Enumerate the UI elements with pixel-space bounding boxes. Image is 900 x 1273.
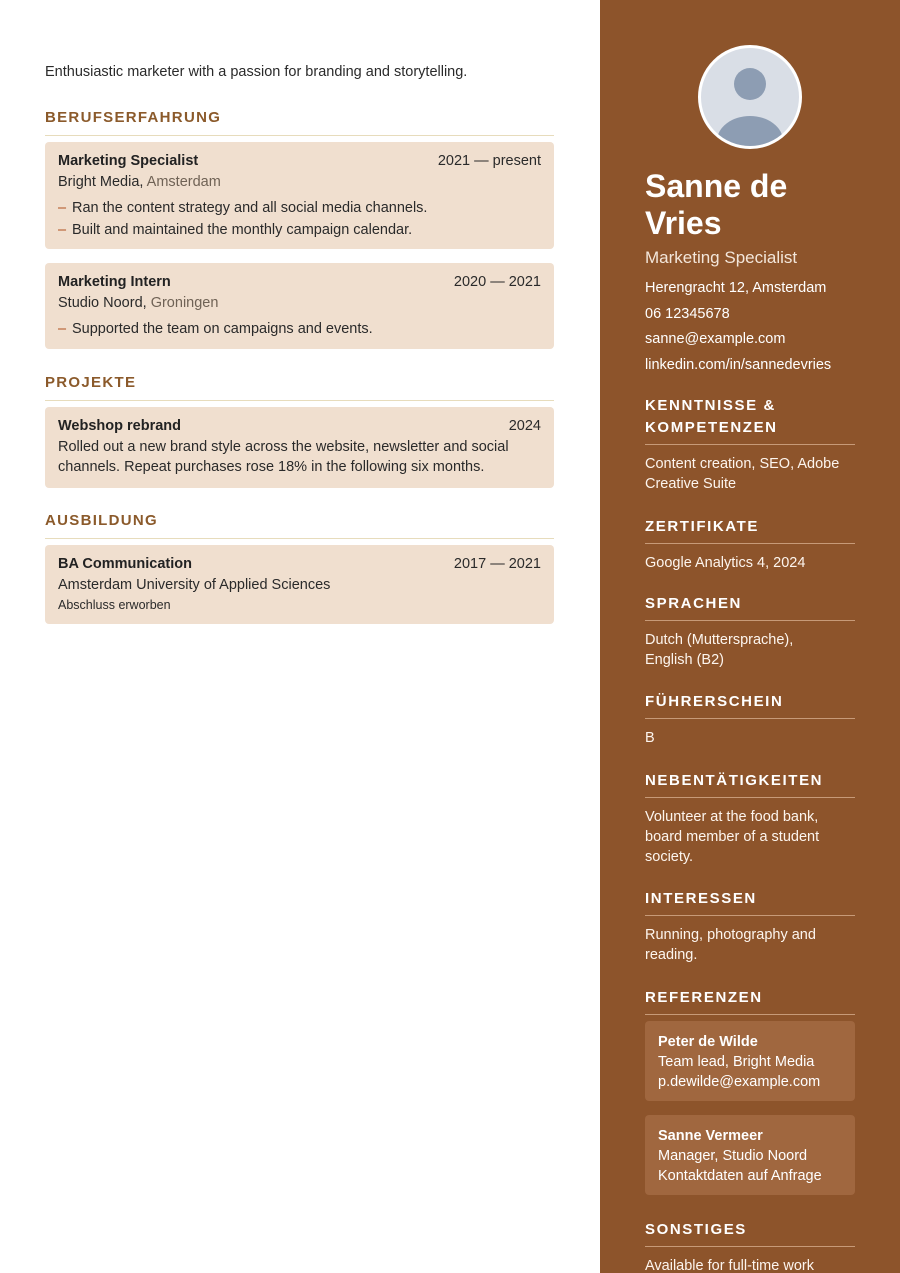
references-section-title: REFERENZEN <box>645 989 763 1006</box>
contact-linkedin[interactable]: linkedin.com/in/sannedevries <box>645 356 832 373</box>
job-bullets <box>58 318 541 340</box>
certificates-section-title: ZERTIFIKATE <box>645 518 759 535</box>
project-description <box>58 437 541 477</box>
license-section-title: FÜHRERSCHEIN <box>645 693 784 710</box>
interests-line: Running, photography and <box>645 927 816 943</box>
project-entry <box>45 407 554 488</box>
experience-section-title: BERUFSERFAHRUNG <box>45 109 222 126</box>
projects-section-title: PROJEKTE <box>45 374 137 391</box>
reference-name: Peter de Wilde <box>658 1034 758 1050</box>
license-text: B <box>645 730 655 746</box>
interests-section <box>645 888 855 965</box>
reference-role: Team lead, Bright Media <box>658 1054 815 1070</box>
job-bullet: – Built and maintained the monthly campaign calendar. <box>58 219 541 241</box>
side-activities-line: society. <box>645 849 694 865</box>
reference-contact: Kontaktdaten auf Anfrage <box>658 1168 822 1184</box>
person-name-line: Vries <box>645 205 722 241</box>
job-organization: Bright Media, Amsterdam <box>58 174 221 190</box>
person-job-title: Marketing Specialist <box>645 248 798 267</box>
job-dates: 2021 — present <box>437 153 541 169</box>
company-city: Amsterdam <box>146 174 221 190</box>
contact-email[interactable]: sanne@example.com <box>645 331 786 347</box>
other-section <box>645 1219 855 1273</box>
section-divider <box>645 1246 855 1247</box>
certificates-text: Google Analytics 4, 2024 <box>645 555 806 571</box>
reference-contact[interactable]: p.dewilde@example.com <box>658 1074 821 1090</box>
avatar-placeholder-body <box>717 116 783 149</box>
interests-line: reading. <box>645 947 698 963</box>
skills-title-line: KOMPETENZEN <box>645 419 778 436</box>
interests-text <box>645 925 855 965</box>
side-activities-section <box>645 770 855 867</box>
person-name <box>645 168 855 242</box>
project-year: 2024 <box>508 418 541 434</box>
section-divider <box>645 915 855 916</box>
reference-name: Sanne Vermeer <box>658 1128 763 1144</box>
side-activities-line: Volunteer at the food bank, <box>645 809 819 825</box>
job-bullets <box>58 197 541 241</box>
company-name: Studio Noord <box>58 295 143 311</box>
education-section <box>45 510 554 539</box>
reference-card <box>645 1021 855 1101</box>
section-divider <box>645 718 855 719</box>
languages-line: English (B2) <box>645 652 724 668</box>
section-divider <box>645 797 855 798</box>
person-name-line: Sanne de <box>645 168 788 204</box>
section-divider <box>45 135 554 136</box>
project-description-line: channels. Repeat purchases rose 18% in the following six months. <box>58 459 485 475</box>
job-bullet: – Supported the team on campaigns and events. <box>58 318 541 340</box>
avatar-placeholder-icon <box>734 68 766 100</box>
experience-entry <box>45 142 554 249</box>
job-organization: Studio Noord, Groningen <box>58 295 219 311</box>
experience-section <box>45 107 554 136</box>
degree-name: BA Communication <box>58 556 192 572</box>
avatar <box>698 45 802 149</box>
skills-text <box>645 454 855 494</box>
side-activities-line: board member of a student <box>645 829 820 845</box>
profile-summary: Enthusiastic marketer with a passion for branding and storytelling. <box>45 64 468 80</box>
section-divider <box>645 444 855 445</box>
languages-section-title: SPRACHEN <box>645 595 742 612</box>
side-activities-section-title: NEBENTÄTIGKEITEN <box>645 772 824 789</box>
job-bullet: – Ran the content strategy and all social media channels. <box>58 197 541 219</box>
skills-line: Creative Suite <box>645 476 737 492</box>
job-dates: 2020 — 2021 <box>453 274 541 290</box>
other-section-title: SONSTIGES <box>645 1221 747 1238</box>
reference-role: Manager, Studio Noord <box>658 1148 808 1164</box>
school-name: Amsterdam University of Applied Sciences <box>58 577 331 593</box>
company-name: Bright Media <box>58 174 140 190</box>
section-divider <box>45 400 554 401</box>
education-section-title: AUSBILDUNG <box>45 512 158 529</box>
languages-section <box>645 593 855 670</box>
contact-address: Herengracht 12, Amsterdam <box>645 280 827 296</box>
project-description-line: Rolled out a new brand style across the website, newsletter and social <box>58 439 509 455</box>
skills-section <box>645 395 855 494</box>
projects-section <box>45 372 554 401</box>
license-section <box>645 691 855 748</box>
sidebar <box>600 0 900 1273</box>
interests-section-title: INTERESSEN <box>645 890 757 907</box>
skills-title-line: KENNTNISSE & <box>645 397 776 414</box>
reference-card <box>645 1115 855 1195</box>
certificates-section <box>645 516 855 573</box>
job-role: Marketing Intern <box>58 274 171 290</box>
company-city: Groningen <box>150 295 219 311</box>
contact-list <box>645 276 831 378</box>
job-role: Marketing Specialist <box>58 153 199 169</box>
contact-phone: 06 12345678 <box>645 305 730 322</box>
side-activities-text <box>645 807 855 867</box>
section-divider <box>645 543 855 544</box>
skills-section-title <box>645 395 855 439</box>
degree-status: Abschluss erworben <box>58 598 171 612</box>
section-divider <box>45 538 554 539</box>
languages-text <box>645 630 855 670</box>
references-section <box>645 987 855 1015</box>
project-name: Webshop rebrand <box>58 418 181 434</box>
section-divider <box>645 1014 855 1015</box>
other-text: Available for full-time work <box>645 1258 814 1273</box>
section-divider <box>645 620 855 621</box>
languages-line: Dutch (Muttersprache), <box>645 632 794 648</box>
experience-entry <box>45 263 554 349</box>
skills-line: Content creation, SEO, Adobe <box>645 456 840 472</box>
education-entry <box>45 545 554 624</box>
education-dates: 2017 — 2021 <box>453 556 541 572</box>
